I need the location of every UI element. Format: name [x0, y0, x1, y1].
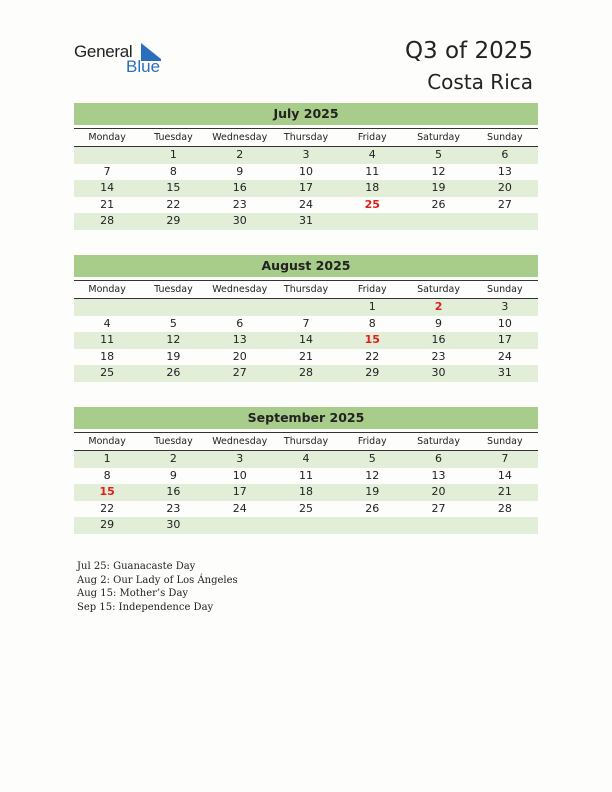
date-cell: 5: [368, 452, 376, 465]
date-cell: 24: [298, 197, 313, 211]
date-cell: 8: [169, 164, 177, 178]
week-row: [74, 484, 538, 501]
page-subtitle: Costa Rica: [427, 70, 533, 94]
date-cell: 12: [431, 164, 446, 178]
date-cell: 7: [501, 452, 509, 465]
date-cell: 27: [497, 197, 512, 211]
date-cell: 25: [298, 501, 313, 515]
date-cell: [405, 213, 471, 230]
date-cell: 23: [166, 501, 181, 515]
month-august: [74, 255, 538, 382]
week-row: [74, 332, 538, 349]
weekday-label: Wednesday: [212, 436, 268, 447]
logo-general-text: General: [74, 42, 133, 61]
weekday-header-row: [74, 128, 538, 147]
date-cell: 10: [298, 164, 313, 178]
date-cell: 9: [236, 164, 244, 178]
date-cell: 21: [298, 349, 313, 363]
weekday-label: Thursday: [283, 284, 329, 295]
date-cell: 26: [431, 197, 446, 211]
date-cell: [405, 517, 471, 534]
date-cell: 7: [103, 164, 111, 178]
holiday-note: Aug 15: Mother’s Day: [77, 588, 189, 599]
date-cell: 17: [298, 181, 313, 195]
week-row: [74, 299, 538, 316]
date-cell: 8: [368, 316, 376, 330]
date-cell: 23: [232, 197, 247, 211]
date-cell: 19: [365, 485, 380, 499]
date-cell: 6: [435, 452, 443, 465]
date-cell: 29: [166, 214, 181, 228]
date-cell: [273, 517, 339, 534]
date-cell: 20: [232, 349, 247, 363]
week-row: [74, 517, 538, 534]
holiday-date-cell: 15: [99, 485, 115, 499]
holiday-note: Jul 25: Guanacaste Day: [77, 561, 196, 572]
date-cell: 28: [497, 501, 512, 515]
date-cell: 16: [232, 181, 247, 195]
date-cell: [74, 147, 140, 164]
logo: [74, 42, 174, 82]
date-cell: 16: [166, 485, 181, 499]
date-cell: 21: [497, 485, 512, 499]
date-cell: 18: [100, 349, 115, 363]
date-cell: 3: [236, 452, 244, 465]
week-row: [74, 501, 538, 518]
date-cell: 17: [497, 333, 512, 347]
week-row: [74, 213, 538, 230]
month-title: July 2025: [74, 103, 538, 125]
logo-blue-text: Blue: [126, 57, 161, 76]
date-cell: 20: [497, 181, 512, 195]
date-cell: 22: [365, 349, 380, 363]
date-cell: [472, 517, 538, 534]
week-row: [74, 164, 538, 181]
weekday-header-row: [74, 280, 538, 299]
holiday-notes: [77, 560, 238, 614]
weekday-label: Sunday: [487, 436, 523, 447]
date-cell: 4: [302, 452, 310, 465]
date-cell: 2: [169, 452, 177, 465]
date-cell: 12: [365, 468, 380, 482]
holiday-date-cell: 25: [364, 197, 380, 211]
holiday-note: Aug 2: Our Lady of Los Ángeles: [77, 574, 238, 586]
date-cell: 6: [501, 148, 509, 161]
weekday-label: Sunday: [487, 132, 523, 143]
month-title: August 2025: [74, 255, 538, 277]
page-title: Q3 of 2025: [404, 38, 533, 64]
date-cell: [472, 213, 538, 230]
month-july: [74, 103, 538, 230]
holiday-date-cell: 15: [364, 333, 380, 347]
month-september: [74, 407, 538, 534]
date-cell: 20: [431, 485, 446, 499]
week-row: [74, 147, 538, 164]
holiday-note: Sep 15: Independence Day: [77, 601, 214, 613]
date-cell: 5: [435, 148, 443, 161]
date-cell: 28: [298, 366, 313, 380]
date-cell: 19: [431, 181, 446, 195]
date-cell: [207, 517, 273, 534]
date-cell: 11: [100, 333, 115, 347]
date-cell: 14: [100, 181, 115, 195]
week-row: [74, 349, 538, 366]
date-cell: 29: [100, 518, 115, 532]
date-cell: 24: [232, 501, 247, 515]
date-cell: 7: [302, 316, 310, 330]
date-cell: 1: [103, 452, 111, 465]
date-cell: [339, 213, 405, 230]
week-row: [74, 451, 538, 468]
date-cell: 30: [166, 518, 181, 532]
weekday-label: Saturday: [417, 436, 460, 447]
weekday-label: Saturday: [417, 284, 460, 295]
date-cell: 4: [103, 316, 111, 330]
weekday-label: Monday: [88, 132, 126, 143]
weekday-label: Saturday: [417, 132, 460, 143]
date-cell: 12: [166, 333, 181, 347]
date-cell: 9: [169, 468, 177, 482]
weekday-label: Friday: [357, 436, 387, 447]
date-cell: [74, 299, 140, 316]
weekday-label: Sunday: [487, 284, 523, 295]
weekday-label: Monday: [88, 436, 126, 447]
date-cell: 3: [501, 300, 509, 313]
date-cell: [207, 299, 273, 316]
date-cell: 11: [298, 468, 313, 482]
date-cell: [273, 299, 339, 316]
weekday-label: Tuesday: [154, 436, 193, 447]
date-cell: 31: [497, 366, 512, 380]
date-cell: 24: [497, 349, 512, 363]
date-cell: 22: [166, 197, 181, 211]
weekday-label: Thursday: [283, 132, 329, 143]
date-cell: 6: [236, 316, 244, 330]
date-cell: 25: [100, 366, 115, 380]
date-cell: 16: [431, 333, 446, 347]
weekday-label: Thursday: [283, 436, 329, 447]
date-cell: 29: [365, 366, 380, 380]
date-cell: 27: [232, 366, 247, 380]
weekday-label: Tuesday: [154, 284, 193, 295]
date-cell: 1: [169, 148, 177, 161]
date-cell: 27: [431, 501, 446, 515]
date-cell: 17: [232, 485, 247, 499]
date-cell: 28: [100, 214, 115, 228]
date-cell: 2: [236, 148, 244, 161]
week-row: [74, 197, 538, 214]
date-cell: 13: [497, 164, 512, 178]
weekday-label: Wednesday: [212, 132, 268, 143]
date-cell: 11: [365, 164, 380, 178]
date-cell: 30: [431, 366, 446, 380]
date-cell: 22: [100, 501, 115, 515]
date-cell: 3: [302, 148, 310, 161]
weekday-label: Monday: [88, 284, 126, 295]
month-title: September 2025: [74, 407, 538, 429]
date-cell: 30: [232, 214, 247, 228]
date-cell: 23: [431, 349, 446, 363]
date-cell: [140, 299, 206, 316]
week-row: [74, 365, 538, 382]
date-cell: 19: [166, 349, 181, 363]
weekday-label: Tuesday: [154, 132, 193, 143]
date-cell: 1: [368, 300, 376, 313]
date-cell: 18: [298, 485, 313, 499]
date-cell: 13: [431, 468, 446, 482]
weekday-label: Friday: [357, 132, 387, 143]
date-cell: [339, 517, 405, 534]
weekday-header-row: [74, 432, 538, 451]
date-cell: 14: [497, 468, 512, 482]
date-cell: 10: [232, 468, 247, 482]
date-cell: 26: [166, 366, 181, 380]
weekday-label: Wednesday: [212, 284, 268, 295]
date-cell: 13: [232, 333, 247, 347]
date-cell: 5: [169, 316, 177, 330]
date-cell: 9: [435, 316, 443, 330]
date-cell: 15: [166, 181, 181, 195]
date-cell: 8: [103, 468, 111, 482]
date-cell: 26: [365, 501, 380, 515]
date-cell: 18: [365, 181, 380, 195]
week-row: [74, 468, 538, 485]
week-row: [74, 316, 538, 333]
date-cell: 31: [298, 214, 313, 228]
date-cell: 10: [497, 316, 512, 330]
weekday-label: Friday: [357, 284, 387, 295]
date-cell: 14: [298, 333, 313, 347]
date-cell: 4: [368, 148, 376, 161]
week-row: [74, 180, 538, 197]
date-cell: 21: [100, 197, 115, 211]
holiday-date-cell: 2: [434, 300, 443, 313]
